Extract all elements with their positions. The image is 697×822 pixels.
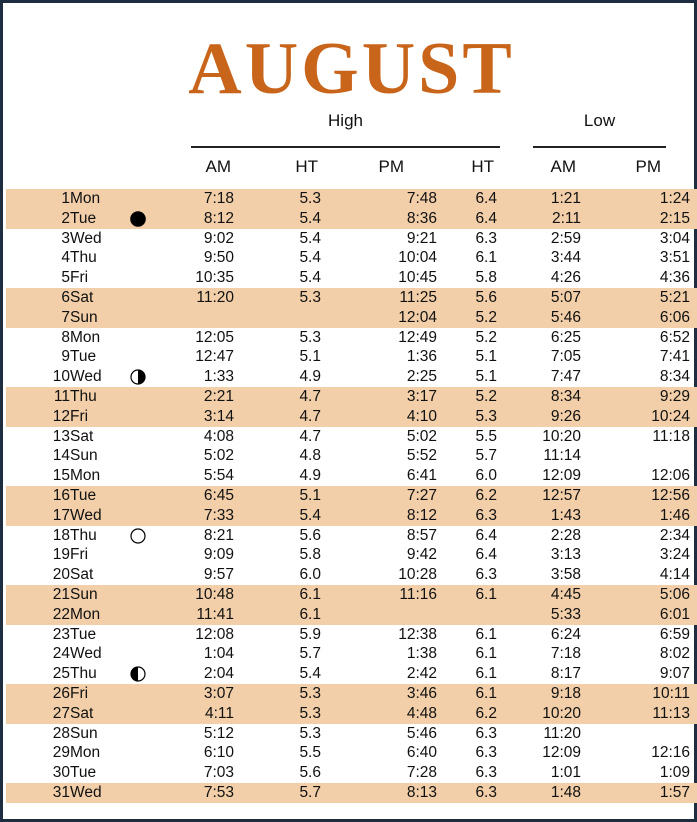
- table-row: [6, 783, 697, 803]
- high-pm-height: 6.1: [475, 249, 497, 267]
- header-high-am-ht: HT: [295, 157, 318, 176]
- low-am-time: 7:47: [550, 368, 581, 386]
- low-am-time: 1:01: [550, 764, 581, 782]
- low-pm-time: 6:59: [659, 625, 690, 643]
- table-row: [6, 347, 697, 367]
- high-am-time: 2:21: [203, 387, 234, 405]
- high-pm-time: 4:10: [406, 407, 437, 425]
- day-number: 14: [52, 447, 70, 465]
- high-pm-time: 9:21: [406, 229, 437, 247]
- table-row: [6, 328, 697, 348]
- low-am-time: 6:24: [550, 625, 581, 643]
- day-number: 8: [61, 328, 70, 346]
- high-am-time: 12:05: [195, 328, 234, 346]
- low-pm-time: 1:46: [659, 506, 690, 524]
- high-pm-time: 5:46: [406, 724, 437, 742]
- table-row: [6, 605, 697, 625]
- day-number: 22: [52, 605, 70, 623]
- low-am-time: 8:34: [550, 387, 581, 405]
- high-am-height: 5.8: [299, 546, 321, 564]
- header-high-pm: PM: [378, 157, 404, 176]
- high-am-height: 5.7: [299, 783, 321, 801]
- weekday: Wed: [70, 645, 102, 663]
- high-pm-time: 8:12: [406, 506, 437, 524]
- high-pm-height: 5.5: [475, 427, 497, 445]
- low-am-time: 4:26: [550, 269, 581, 287]
- high-am-height: 5.4: [299, 506, 321, 524]
- weekday: Mon: [70, 328, 101, 346]
- low-pm-time: 12:06: [651, 467, 690, 485]
- weekday: Sat: [70, 566, 94, 584]
- day-number: 6: [61, 288, 70, 306]
- table-row: [6, 506, 697, 526]
- high-pm-time: 6:41: [406, 467, 437, 485]
- low-pm-time: 11:18: [652, 427, 690, 445]
- day-number: 9: [61, 348, 70, 366]
- day-number: 31: [52, 783, 70, 801]
- table-row: [6, 209, 697, 229]
- weekday: Fri: [70, 546, 89, 564]
- high-pm-height: 6.1: [475, 684, 497, 702]
- table-row: [6, 268, 697, 288]
- high-am-height: 6.1: [299, 605, 321, 623]
- table-row: [6, 308, 697, 328]
- header-low-pm: PM: [635, 157, 661, 176]
- high-am-height: 4.7: [299, 387, 321, 405]
- high-am-height: 5.7: [299, 645, 321, 663]
- high-pm-time: 8:36: [406, 209, 437, 227]
- weekday: Tue: [70, 348, 97, 366]
- high-pm-time: 10:45: [398, 269, 437, 287]
- day-number: 3: [61, 229, 70, 247]
- low-am-time: 5:33: [550, 605, 581, 623]
- low-am-time: 3:44: [550, 249, 581, 267]
- high-am-height: 5.1: [299, 486, 321, 504]
- day-number: 2: [61, 209, 70, 227]
- weekday: Sun: [70, 724, 98, 742]
- low-am-time: 4:45: [550, 585, 581, 603]
- low-pm-time: 6:06: [659, 308, 690, 326]
- high-am-time: 1:04: [203, 645, 234, 663]
- high-am-time: 7:53: [203, 783, 234, 801]
- low-am-time: 1:48: [550, 783, 581, 801]
- high-pm-height: 5.6: [475, 288, 497, 306]
- high-am-height: 4.7: [299, 427, 321, 445]
- high-am-height: 4.9: [299, 368, 321, 386]
- high-am-time: 1:33: [203, 368, 234, 386]
- high-am-height: 5.6: [299, 526, 321, 544]
- day-number: 4: [61, 249, 70, 267]
- weekday: Mon: [70, 467, 101, 485]
- low-pm-time: 1:24: [659, 190, 690, 207]
- low-pm-time: 10:24: [651, 407, 690, 425]
- day-number: 15: [52, 467, 70, 485]
- high-am-height: 5.4: [299, 229, 321, 247]
- high-pm-height: 6.4: [475, 190, 497, 207]
- high-pm-height: 5.2: [475, 308, 497, 326]
- high-am-height: 5.3: [299, 328, 321, 346]
- low-am-time: 2:11: [551, 209, 581, 227]
- high-pm-height: 6.1: [475, 665, 497, 683]
- high-am-time: 5:54: [203, 467, 234, 485]
- table-row: [6, 486, 697, 506]
- high-pm-height: 5.8: [475, 269, 497, 287]
- day-number: 27: [52, 704, 70, 722]
- high-pm-time: 12:49: [398, 328, 437, 346]
- low-am-time: 10:20: [542, 427, 581, 445]
- high-pm-time: 7:27: [406, 486, 437, 504]
- high-am-height: 4.9: [299, 467, 321, 485]
- high-pm-time: 8:13: [406, 783, 437, 801]
- high-am-time: 7:03: [203, 764, 234, 782]
- high-pm-time: 12:04: [398, 308, 437, 326]
- weekday: Wed: [70, 368, 102, 386]
- high-pm-time: 7:48: [406, 190, 437, 207]
- low-am-time: 1:21: [550, 190, 581, 207]
- day-number: 7: [61, 308, 70, 326]
- header-high-pm-ht: HT: [471, 157, 494, 176]
- high-pm-height: 5.1: [475, 348, 497, 366]
- weekday: Mon: [70, 190, 101, 207]
- high-pm-time: 3:46: [406, 684, 437, 702]
- table-row: [6, 743, 697, 763]
- table-row: [6, 704, 697, 724]
- last-quarter-moon-icon: [130, 666, 146, 682]
- high-pm-time: 12:38: [398, 625, 437, 643]
- low-am-time: 5:46: [550, 308, 581, 326]
- high-am-time: 12:08: [195, 625, 234, 643]
- low-pm-time: 6:01: [659, 605, 690, 623]
- high-pm-time: 11:25: [399, 288, 437, 306]
- low-am-time: 5:07: [550, 288, 581, 306]
- weekday: Thu: [70, 387, 97, 405]
- low-am-time: 12:57: [542, 486, 581, 504]
- high-am-time: 7:18: [203, 190, 234, 207]
- low-am-time: 2:59: [550, 229, 581, 247]
- low-pm-time: 6:52: [659, 328, 690, 346]
- high-am-time: 10:48: [195, 585, 234, 603]
- weekday: Tue: [70, 764, 97, 782]
- high-pm-time: 2:25: [406, 368, 437, 386]
- high-am-height: 5.4: [299, 209, 321, 227]
- day-number: 1: [61, 190, 70, 207]
- high-am-time: 10:35: [195, 269, 234, 287]
- high-pm-time: 5:52: [406, 447, 437, 465]
- high-am-time: 3:14: [203, 407, 234, 425]
- day-number: 26: [52, 684, 70, 702]
- low-am-time: 10:20: [542, 704, 581, 722]
- low-am-time: 3:13: [550, 546, 581, 564]
- high-pm-height: 6.4: [475, 526, 497, 544]
- high-pm-height: 5.2: [475, 328, 497, 346]
- low-pm-time: 10:11: [652, 684, 690, 702]
- low-am-time: 11:14: [543, 447, 581, 465]
- high-am-time: 8:21: [203, 526, 234, 544]
- table-row: [6, 526, 697, 546]
- header-high-am: AM: [205, 157, 231, 176]
- weekday: Sat: [70, 427, 94, 445]
- high-am-time: 4:11: [204, 704, 234, 722]
- high-pm-time: 1:36: [406, 348, 437, 366]
- weekday: Mon: [70, 605, 101, 623]
- high-pm-height: 6.3: [475, 566, 497, 584]
- weekday: Tue: [70, 209, 97, 227]
- high-pm-time: 11:16: [399, 585, 437, 603]
- weekday: Fri: [70, 684, 89, 702]
- header-low-am: AM: [550, 157, 576, 176]
- table-row: [6, 466, 697, 486]
- table-row: [6, 407, 697, 427]
- low-am-time: 6:25: [550, 328, 581, 346]
- high-am-time: 3:07: [203, 684, 234, 702]
- weekday: Mon: [70, 744, 101, 762]
- high-pm-height: 6.1: [475, 585, 497, 603]
- high-pm-height: 6.2: [475, 486, 497, 504]
- high-pm-height: 6.1: [475, 645, 497, 663]
- high-pm-height: 6.1: [475, 625, 497, 643]
- high-pm-height: 6.3: [475, 724, 497, 742]
- low-group-divider: [533, 146, 666, 148]
- low-pm-time: 7:41: [659, 348, 690, 366]
- high-pm-height: 6.4: [475, 209, 497, 227]
- high-pm-time: 10:28: [398, 566, 437, 584]
- high-am-height: 4.7: [299, 407, 321, 425]
- weekday: Sun: [70, 308, 98, 326]
- high-pm-time: 1:38: [406, 645, 437, 663]
- high-am-time: 11:41: [196, 605, 234, 623]
- low-pm-time: 5:06: [659, 585, 690, 603]
- low-pm-time: 2:15: [659, 209, 690, 227]
- month-title: AUGUST: [188, 28, 515, 110]
- high-group-divider: [191, 146, 500, 148]
- table-row: [6, 545, 697, 565]
- high-pm-height: 6.3: [475, 764, 497, 782]
- day-number: 29: [52, 744, 70, 762]
- table-row: [6, 189, 697, 209]
- weekday: Sun: [70, 585, 98, 603]
- high-am-height: 5.4: [299, 249, 321, 267]
- high-am-height: 5.3: [299, 684, 321, 702]
- low-am-time: 2:28: [550, 526, 581, 544]
- day-number: 5: [61, 269, 70, 287]
- high-pm-time: 6:40: [406, 744, 437, 762]
- table-row: [6, 248, 697, 268]
- high-am-time: 9:50: [203, 249, 234, 267]
- day-number: 24: [52, 645, 70, 663]
- high-pm-time: 9:42: [406, 546, 437, 564]
- day-number: 13: [52, 427, 70, 445]
- high-am-time: 12:47: [195, 348, 234, 366]
- high-am-time: 5:02: [203, 447, 234, 465]
- high-am-time: 9:09: [203, 546, 234, 564]
- low-pm-time: 4:14: [659, 566, 690, 584]
- low-am-time: 1:43: [550, 506, 581, 524]
- low-pm-time: 3:04: [659, 229, 690, 247]
- high-am-height: 5.4: [299, 269, 321, 287]
- day-number: 23: [52, 625, 70, 643]
- low-tide-group-label: Low: [583, 111, 616, 130]
- low-am-time: 12:09: [542, 467, 581, 485]
- low-am-time: 8:17: [550, 665, 581, 683]
- table-row: [6, 427, 697, 447]
- high-pm-height: 5.3: [475, 407, 497, 425]
- day-number: 21: [52, 585, 70, 603]
- table-row: [6, 446, 697, 466]
- high-pm-height: 6.2: [475, 704, 497, 722]
- day-number: 20: [52, 566, 70, 584]
- low-pm-time: 5:21: [659, 288, 690, 306]
- weekday: Sat: [70, 288, 94, 306]
- new-moon-icon: [130, 211, 146, 227]
- low-pm-time: 1:09: [659, 764, 690, 782]
- day-number: 17: [52, 506, 70, 524]
- high-am-time: 7:33: [203, 506, 234, 524]
- high-pm-time: 7:28: [406, 764, 437, 782]
- weekday: Sun: [70, 447, 98, 465]
- high-pm-time: 4:48: [406, 704, 437, 722]
- low-am-time: 9:18: [550, 684, 581, 702]
- low-pm-time: 8:02: [659, 645, 690, 663]
- full-moon-icon: [130, 528, 146, 544]
- high-am-time: 5:12: [203, 724, 234, 742]
- high-am-time: 6:10: [203, 744, 234, 762]
- high-pm-height: 6.3: [475, 783, 497, 801]
- low-am-time: 7:05: [550, 348, 581, 366]
- low-pm-time: 9:07: [659, 665, 690, 683]
- high-pm-time: 10:04: [398, 249, 437, 267]
- low-pm-time: 3:24: [659, 546, 690, 564]
- table-row: [6, 565, 697, 585]
- high-am-time: 11:20: [196, 288, 234, 306]
- weekday: Thu: [70, 665, 97, 683]
- low-pm-time: 1:57: [659, 783, 690, 801]
- high-am-time: 6:45: [203, 486, 234, 504]
- high-pm-height: 5.2: [475, 387, 497, 405]
- high-pm-height: 5.7: [475, 447, 497, 465]
- table-row: [6, 387, 697, 407]
- low-pm-time: 9:29: [659, 387, 690, 405]
- high-pm-time: 3:17: [406, 387, 437, 405]
- high-pm-height: 6.3: [475, 229, 497, 247]
- high-am-height: 6.1: [299, 585, 321, 603]
- high-pm-time: 8:57: [406, 526, 437, 544]
- low-pm-time: 12:56: [651, 486, 690, 504]
- low-pm-time: 4:36: [659, 269, 690, 287]
- weekday: Fri: [70, 407, 89, 425]
- day-number: 25: [52, 665, 70, 683]
- table-row: [6, 664, 697, 684]
- weekday: Wed: [70, 506, 102, 524]
- low-pm-time: 11:13: [652, 704, 690, 722]
- weekday: Thu: [70, 249, 97, 267]
- low-am-time: 11:20: [543, 724, 581, 742]
- high-pm-time: 2:42: [406, 665, 437, 683]
- weekday: Thu: [70, 526, 97, 544]
- weekday: Wed: [70, 229, 102, 247]
- tide-rows: [6, 189, 697, 803]
- weekday: Fri: [70, 269, 89, 287]
- day-number: 30: [52, 764, 70, 782]
- low-am-time: 9:26: [550, 407, 581, 425]
- high-am-height: 5.3: [299, 190, 321, 207]
- high-am-time: 9:57: [203, 566, 234, 584]
- low-pm-time: 12:16: [651, 744, 690, 762]
- high-am-height: 5.6: [299, 764, 321, 782]
- high-am-height: 5.4: [299, 665, 321, 683]
- weekday: Tue: [70, 486, 97, 504]
- low-am-time: 7:18: [550, 645, 581, 663]
- day-number: 18: [52, 526, 70, 544]
- high-am-height: 5.3: [299, 724, 321, 742]
- high-am-height: 5.3: [299, 288, 321, 306]
- day-number: 28: [52, 724, 70, 742]
- weekday: Tue: [70, 625, 97, 643]
- high-pm-height: 6.0: [475, 467, 497, 485]
- table-row: [6, 585, 697, 605]
- table-row: [6, 367, 697, 387]
- high-am-time: 2:04: [203, 665, 234, 683]
- high-am-height: 5.5: [299, 744, 321, 762]
- high-am-height: 5.1: [299, 348, 321, 366]
- table-row: [6, 288, 697, 308]
- high-pm-time: 5:02: [406, 427, 437, 445]
- high-pm-height: 6.3: [475, 744, 497, 762]
- table-row: [6, 763, 697, 783]
- day-number: 16: [52, 486, 70, 504]
- table-row: [6, 684, 697, 704]
- table-row: [6, 724, 697, 744]
- high-am-height: 5.9: [299, 625, 321, 643]
- high-am-height: 5.3: [299, 704, 321, 722]
- high-am-time: 8:12: [203, 209, 234, 227]
- day-number: 11: [53, 387, 70, 405]
- high-pm-height: 6.3: [475, 506, 497, 524]
- high-tide-group-label: High: [328, 111, 363, 130]
- low-am-time: 3:58: [550, 566, 581, 584]
- low-pm-time: 2:34: [659, 526, 690, 544]
- high-am-time: 9:02: [203, 229, 234, 247]
- high-pm-height: 5.1: [475, 368, 497, 386]
- high-am-height: 6.0: [299, 566, 321, 584]
- low-pm-time: 3:51: [659, 249, 690, 267]
- day-number: 19: [52, 546, 70, 564]
- weekday: Sat: [70, 704, 94, 722]
- high-am-time: 4:08: [203, 427, 234, 445]
- high-am-height: 4.8: [299, 447, 321, 465]
- first-quarter-moon-icon: [130, 369, 146, 385]
- table-row: [6, 644, 697, 664]
- table-row: [6, 229, 697, 249]
- low-pm-time: 8:34: [659, 368, 690, 386]
- day-number: 10: [52, 368, 70, 386]
- day-number: 12: [52, 407, 70, 425]
- table-row: [6, 625, 697, 645]
- low-am-time: 12:09: [542, 744, 581, 762]
- high-pm-height: 6.4: [475, 546, 497, 564]
- weekday: Wed: [70, 783, 102, 801]
